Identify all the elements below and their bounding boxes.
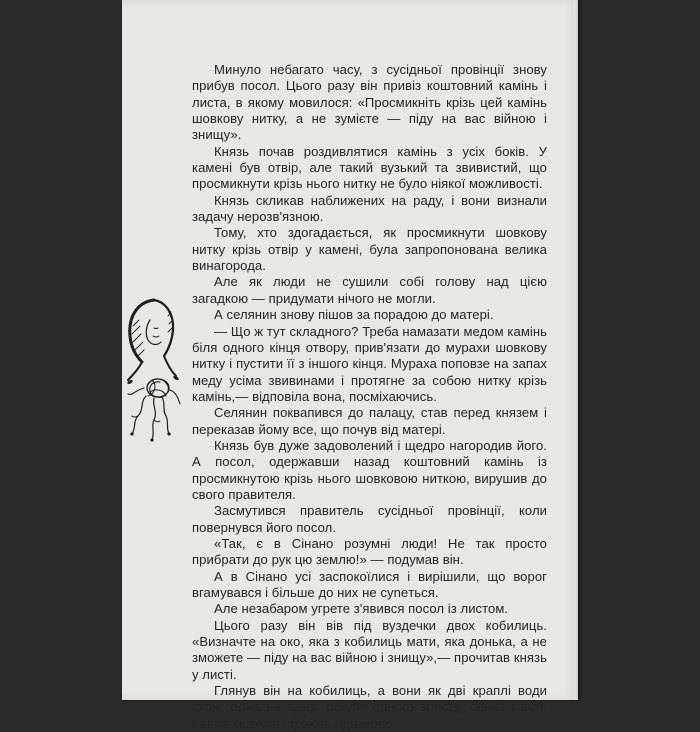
book-page — [122, 0, 578, 731]
paragraph: «Так, є в Сінано розумні люди! Не так просто прибрати до рук цю землю!» — подумав він. — [192, 535, 547, 568]
story-text — [192, 62, 547, 732]
paragraph: Засмутився правитель сусідньої провінції, коли повернувся його посол. — [192, 503, 547, 535]
paragraph: Тому, хто здогадається, як просмикнути шовкову нитку крізь отвір у камені, була запропонована велика винагорода. — [192, 225, 547, 274]
paragraph: Селянин поквапився до палацу, став перед князем і переказав йому все, що почув від матері. — [192, 405, 547, 437]
paragraph: — Що ж тут складного? Треба намазати медом камінь біля одного кінця отвору, прив'язати до мурахи шовкову нитку і пустити її з іншого кінця. Мураха поповзе на запах меду усіма звивинами і протягне за собою нитку крізь камінь,— відповіла вона, посміхаючись. — [192, 323, 547, 404]
paragraph: Але як люди не сушили собі голову над цією загадкою — придумати нічого не могли. — [192, 274, 547, 306]
paragraph: Глянув він на кобилиць, а вони як дві краплі води схожі одна на одну: обидві одного зросту, однієї масті, навіть скачуть і грають однаково. — [192, 683, 547, 731]
paragraph: Цього разу він вів під вуздечки двох кобилиць. «Визначте на око, яка з кобилиць мати, яка донька, а не зможете — піду на вас війною і знищу»,— прочитав князь у листі. — [192, 617, 547, 682]
paragraph: Князь скликав наближених на раду, і вони визнали задачу нерозв'язною. — [192, 192, 547, 225]
paragraph: А в Сінано усі заспокоїлися і вирішили, що ворог вгамувався і більше до них не суneться. — [192, 568, 547, 600]
paragraph: Минуло небагато часу, з сусідньої провінції знову прибув посол. Цього разу він привіз коштовний камінь і листа, в якому мовилося: «Просмикніть крізь цей камінь шовкову нитку, а не зумієте — піду на вас війною і знищу». — [192, 62, 547, 143]
paragraph: Але незабаром угрете з'явився посол із листом. — [214, 601, 509, 617]
paragraph: Князь почав роздивлятися камінь з усіх боків. У камені був отвір, але такий вузький та звивистий, що просмикнути крізь нього нитку не було ніякої можливості. — [192, 143, 547, 192]
page-gutter-shadow — [574, 0, 578, 700]
hooded-figure-illustration — [124, 296, 182, 446]
paragraph: Князь був дуже задоволений і щедро нагородив його. А посол, одержавши назад коштовний камінь із просмикнутою крізь нього шовковою ниткою, вирушив до свого правителя. — [192, 437, 547, 502]
paragraph: А селянин знову пішов за порадою до матері. — [214, 307, 494, 323]
